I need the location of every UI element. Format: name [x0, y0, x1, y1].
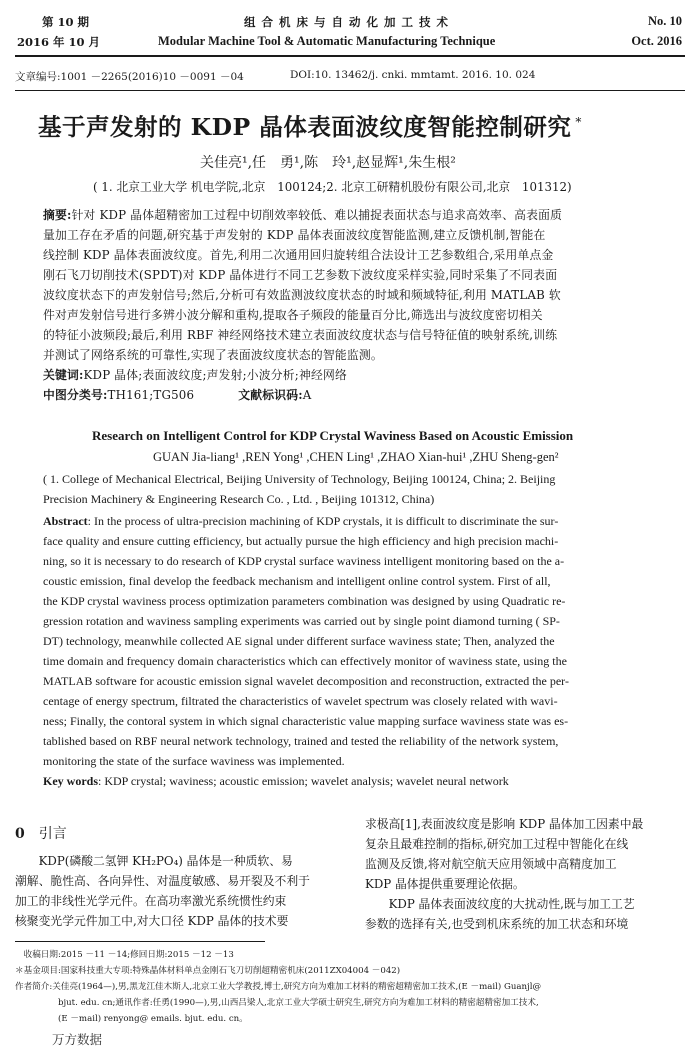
abstract-en-line: gression rotation and waviness sampling experiments was carried out by single point diamond turning ( SP-	[43, 614, 560, 628]
issue-cn: 第 10 期	[42, 15, 90, 29]
section-heading	[15, 823, 67, 843]
abstract-cn-text: 针对 KDP 晶体超精密加工过程中切削效率较低、难以捕捉表面状态与追求高效率、高表面质	[71, 208, 563, 222]
body-left-line: 核聚变光学元件加工中,对大口径 KDP 晶体的技术要	[15, 914, 289, 928]
abstract-en-line: face quality and ensure cutting efficiency, but actually pursue the high efficiency and high precision machi-	[43, 534, 559, 548]
abstract-cn-label: 摘要:	[43, 208, 72, 222]
journal-title-cn: 组 合 机 床 与 自 动 化 加 工 技 术	[244, 15, 450, 29]
keywords-cn-text: KDP 晶体;表面波纹度;声发射;小波分析;神经网络	[83, 368, 347, 382]
body-left-line: 潮解、脆性高、各向异性、对温度敏感、易开裂及不利于	[15, 874, 310, 888]
abstract-en-line: coustic emission, final develop the feedback mechanism and intelligent online control system. First of all,	[43, 574, 551, 588]
abstract-en-text: : In the process of ultra-precision machining of KDP crystals, it is difficult to discriminate the sur-	[87, 514, 559, 528]
keywords-en-label: Key words	[43, 774, 98, 788]
body-right-line: 求极高[1],表面波纹度是影响 KDP 晶体加工因素中最	[365, 817, 644, 831]
abstract-en-line	[43, 514, 558, 529]
authors-en: GUAN Jia-liang¹ ,REN Yong¹ ,CHEN Ling¹ ,ZHAO Xian-hui¹ ,ZHU Sheng-gen²	[153, 450, 559, 464]
footnote-funding: ＊基金项目:国家科技重大专项:特殊晶体材料单点金刚石飞刀切削超精密机床(2011ZX04004 －042)	[15, 966, 401, 976]
abstract-cn-line: 件对声发射信号进行多辨小波分解和重构,提取各子频段的能量百分比,筛选出与波纹度密切相关	[43, 308, 543, 322]
abstract-en-line: centage of energy spectrum, filtrated the characteristics of wavelet spectrum was closely related with wavi-	[43, 694, 558, 708]
footnote-author-info: (E －mail) renyong@ emails. bjut. edu. cn。	[15, 1014, 248, 1024]
abstract-en-line: MATLAB software for acoustic emission signal wavelet decomposition and reconstruction, extracted the per-	[43, 674, 569, 688]
keywords-en	[43, 774, 509, 789]
body-right-line: 监测及反馈,将对航空航天应用领域中高精度加工	[365, 857, 617, 871]
header-rule	[15, 55, 685, 57]
title-footnote-mark: *	[575, 115, 582, 130]
abstract-cn-line: 的特征小波频段;最后,利用 RBF 神经网络技术建立表面波纹度状态与信号特征值的映射系统,训练	[43, 328, 558, 342]
date-cn: 2016 年 10 月	[17, 35, 101, 49]
body-left-line: 加工的非线性光学元件。在高功率激光系统惯性约束	[15, 894, 287, 908]
abstract-en-line: the KDP crystal waviness process optimization parameters combination was designed by using Quadratic re-	[43, 594, 566, 608]
abstract-en-line: monitoring the state of the surface waviness was implemented.	[43, 754, 345, 768]
journal-title-en: Modular Machine Tool & Automatic Manufacturing Technique	[158, 34, 496, 48]
footnote-author-info: bjut. edu. cn;通讯作者:任勇(1990—),男,山西吕梁人,北京工业大学硕士研究生,研究方向为难加工材料的精密超精密加工技术,	[15, 998, 539, 1008]
footnote-received: 收稿日期:2015 －11 －14;修回日期:2015 －12 －13	[15, 950, 234, 960]
keywords-cn-label: 关键词:	[43, 368, 84, 382]
article-number: 文章编号:1001 －2265(2016)10 －0091 －04	[15, 71, 244, 83]
footnote-rule	[15, 941, 265, 942]
abstract-cn-line: 并测试了网络系统的可靠性,实现了表面波纹度状态的智能监测。	[43, 348, 383, 362]
affiliation-en-line: Precision Machinery & Engineering Research Co. , Ltd. , Beijing 101312, China)	[43, 492, 435, 506]
section-title: 引言	[38, 826, 67, 842]
body-right-line: KDP 晶体提供重要理论依据。	[365, 877, 525, 891]
keywords-cn	[43, 366, 347, 383]
section-number: 0	[15, 826, 25, 842]
abstract-en-line: tablished based on RBF neural network technology, trained and tested the reliability of the network system,	[43, 734, 559, 748]
keywords-en-text: : KDP crystal; waviness; acoustic emission; wavelet analysis; wavelet neural network	[98, 774, 509, 788]
abstract-cn-line: 波纹度状态下的声发射信号;然后,分析可有效监测波纹度状态的时域和频域特征,利用 MATLAB 软	[43, 288, 561, 302]
abstract-cn-line: 线控制 KDP 晶体表面波纹度。首先,利用二次通用回归旋转组合法设计工艺参数组合,采用单点金	[43, 248, 554, 262]
classification	[43, 386, 311, 403]
doc-code-label: 文献标识码:	[238, 388, 303, 402]
watermark: 万方数据	[52, 1032, 103, 1047]
authors-cn: 关佳亮¹,任 勇¹,陈 玲¹,赵显辉¹,朱生根²	[200, 155, 456, 171]
abstract-cn-line: 量加工存在矛盾的问题,研究基于声发射的 KDP 晶体表面波纹度智能监测,建立反馈机制,智能在	[43, 228, 546, 242]
body-right-line: 参数的选择有关,也受到机床系统的加工状态和环境	[365, 917, 629, 931]
affiliation-en-line: ( 1. College of Mechanical Electrical, Beijing University of Technology, Beijing 100124, China; 2. Beijing	[43, 472, 556, 486]
doi: DOI:10. 13462/j. cnki. mmtamt. 2016. 10. 024	[290, 69, 536, 81]
abstract-en-line: time domain and frequency domain characteristics which can effectively monitor of waviness state, using the	[43, 654, 567, 668]
paper-title-cn-text: 基于声发射的 KDP 晶体表面波纹度智能控制研究	[38, 113, 572, 141]
date-en: Oct. 2016	[631, 34, 682, 48]
doc-code: A	[302, 388, 312, 402]
abstract-en-line: ness; Finally, the contoral system in which signal characteristic value mapping surface waviness state was es-	[43, 714, 569, 728]
clc-code: TH161;TG506	[107, 388, 195, 402]
abstract-en-line: ning, so it is necessary to do research of KDP crystal surface waviness intelligent monitoring based on the a-	[43, 554, 565, 568]
affiliation-cn: ( 1. 北京工业大学 机电学院,北京 100124;2. 北京工研精机股份有限公司,北京 101312)	[93, 180, 572, 194]
issue-en: No. 10	[647, 14, 682, 28]
body-left-line: KDP(磷酸二氢钾 KH₂PO₄) 晶体是一种质软、易	[15, 854, 293, 868]
paper-title-cn	[38, 108, 582, 142]
abstract-en-label: Abstract	[43, 514, 88, 528]
body-right-line: KDP 晶体表面波纹度的大扰动性,既与加工工艺	[365, 897, 635, 911]
abstract-cn-line: 刚石飞刀切削技术(SPDT)对 KDP 晶体进行不同工艺参数下波纹度采样实验,同时采集了不同表面	[43, 268, 558, 282]
clc-label: 中图分类号:	[43, 388, 108, 402]
abstract-cn-line	[43, 206, 562, 223]
meta-rule	[15, 90, 685, 91]
body-right-line: 复杂且最难控制的指标,研究加工过程中智能化在线	[365, 837, 629, 851]
abstract-en-line: DT) technology, meanwhile collected AE signal under different surface waviness state; Then, analyzed the	[43, 634, 555, 648]
footnote-author-info: 作者简介:关佳亮(1964—),男,黑龙江佳木斯人,北京工业大学教授,博士,研究方向为难加工材料的精密超精密加工技术,(E －mail) Guanjl@	[15, 982, 542, 992]
paper-title-en: Research on Intelligent Control for KDP Crystal Waviness Based on Acoustic Emission	[92, 428, 574, 443]
